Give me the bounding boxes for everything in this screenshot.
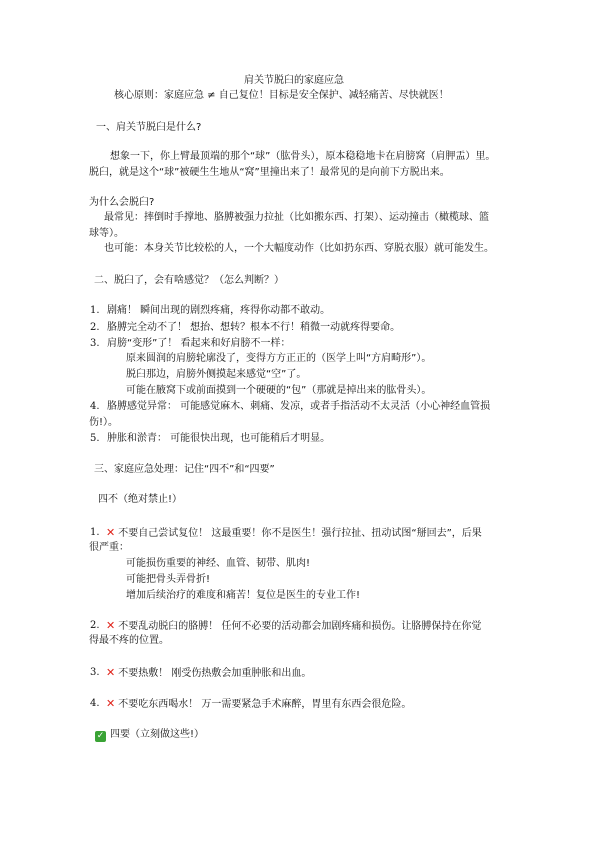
list-item-continued: 伤!）。 bbox=[89, 417, 119, 428]
list-item: 胳膊感觉异常： 可能感觉麻木、刺痛、发凉，或者手指活动不太灵活（小心神经血管损 bbox=[107, 401, 491, 412]
four-yes-text: 四要（立刻做这些!） bbox=[110, 729, 205, 740]
no-item bbox=[106, 619, 481, 634]
common-cause-line: 最常见：摔倒时手撑地、胳膊被强力拉扯（比如搬东西、打架）、运动撞击（橄榄球、篮 bbox=[104, 212, 489, 223]
sub-item: 原来圆润的肩膀轮廓没了，变得方方正正的（医学上叫“方肩畸形”）。 bbox=[126, 353, 432, 364]
cross-icon: ✕ bbox=[106, 619, 116, 632]
section1-para-line: 想象一下，你上臂最顶端的那个“球”（肱骨头），原本稳稳地卡在肩膀窝（肩胛盂）里。 bbox=[110, 151, 496, 162]
four-yes-heading bbox=[95, 728, 204, 742]
why-heading: 为什么会脱臼? bbox=[89, 197, 155, 208]
no-item-text: 不要乱动脱臼的胳膊！ 任何不必要的活动都会加剧疼痛和损伤。让胳膊保持在你觉 bbox=[118, 621, 482, 632]
list-number: 5. bbox=[90, 433, 100, 444]
common-cause-line: 球等）。 bbox=[89, 228, 124, 239]
cross-icon: ✕ bbox=[106, 526, 116, 539]
list-number: 1. bbox=[90, 305, 100, 316]
sub-item: 增加后续治疗的难度和痛苦！复位是医生的专业工作! bbox=[126, 590, 361, 601]
possible-cause-line: 也可能：本身关节比较松的人，一个大幅度动作（比如扔东西、穿脱衣服）就可能发生。 bbox=[104, 243, 494, 254]
sub-item: 可能在腋窝下或前面摸到一个硬硬的“包”（那就是掉出来的肱骨头）。 bbox=[126, 385, 432, 396]
sub-item: 可能损伤重要的神经、血管、韧带、肌肉! bbox=[126, 558, 311, 569]
no-item bbox=[106, 666, 311, 681]
checkmark-icon: ✓ bbox=[96, 731, 105, 741]
list-number: 2. bbox=[90, 322, 100, 333]
core-principle: 核心原则：家庭应急 ≠ 自己复位！目标是安全保护、减轻痛苦、尽快就医！ bbox=[114, 90, 449, 101]
section2-heading: 二、脱臼了，会有啥感觉？（怎么判断？） bbox=[94, 275, 284, 286]
list-number: 4. bbox=[90, 401, 100, 412]
no-item-text: 不要自己尝试复位！ 这最重要！你不是医生！强行拉扯、扭动试图“掰回去”，后果 bbox=[118, 528, 482, 539]
list-item: 胳膊完全动不了！ 想抬、想转？根本不行！稍微一动就疼得要命。 bbox=[107, 322, 401, 333]
list-item: 肿胀和淤青： 可能很快出现，也可能稍后才明显。 bbox=[107, 433, 331, 444]
no-item-continued: 很严重： bbox=[89, 542, 129, 553]
sub-item: 脱臼那边，肩膀外侧摸起来感觉“空”了。 bbox=[126, 369, 307, 380]
list-number: 3. bbox=[90, 667, 100, 678]
list-number: 1. bbox=[90, 527, 100, 538]
section3-heading: 三、家庭应急处理：记住“四不”和“四要” bbox=[94, 464, 275, 475]
cross-icon: ✕ bbox=[106, 666, 116, 679]
no-item-text: 不要吃东西喝水！ 万一需要紧急手术麻醉，胃里有东西会很危险。 bbox=[118, 699, 412, 710]
list-item: 肩膀“变形”了！ 看起来和好肩膀不一样： bbox=[107, 338, 291, 349]
section1-para-line: 脱臼，就是这个“球”被硬生生地从“窝”里撞出来了！最常见的是向前下方脱出来。 bbox=[89, 167, 450, 178]
list-number: 3. bbox=[90, 338, 100, 349]
no-item-continued: 得最不疼的位置。 bbox=[89, 635, 169, 646]
list-number: 4. bbox=[90, 698, 100, 709]
list-number: 2. bbox=[90, 620, 100, 631]
section1-heading: 一、肩关节脱臼是什么? bbox=[96, 122, 202, 133]
document-title: 肩关节脱臼的家庭应急 bbox=[244, 75, 344, 86]
cross-icon: ✕ bbox=[106, 697, 116, 710]
sub-item: 可能把骨头弄骨折! bbox=[126, 574, 211, 585]
no-item bbox=[106, 526, 482, 541]
no-item bbox=[106, 697, 411, 712]
list-item: 剧痛！ 瞬间出现的剧烈疼痛，疼得你动都不敢动。 bbox=[107, 305, 331, 316]
no-item-text: 不要热敷！ 刚受伤热敷会加重肿胀和出血。 bbox=[118, 668, 312, 679]
four-no-heading: 四不（绝对禁止!） bbox=[98, 494, 183, 505]
